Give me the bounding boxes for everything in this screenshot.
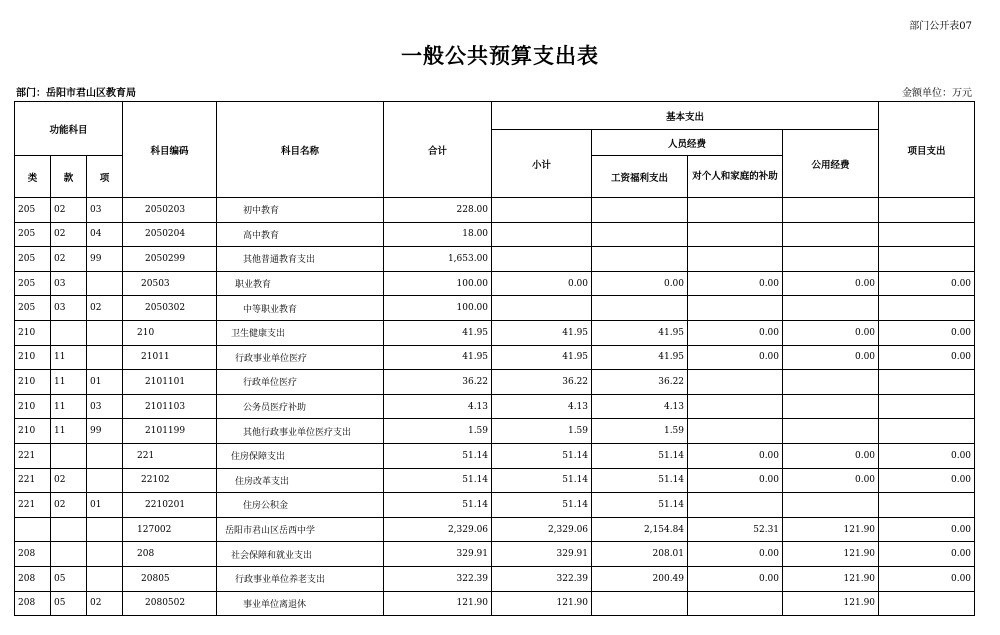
cell-kuan xyxy=(51,542,87,567)
cell-subtotal: 51.14 xyxy=(492,493,592,518)
cell-total: 51.14 xyxy=(384,493,492,518)
table-row xyxy=(15,542,975,567)
header-xiang: 项 xyxy=(87,156,123,198)
cell-project xyxy=(879,222,975,247)
table-row xyxy=(15,247,975,272)
cell-lei: 221 xyxy=(15,443,51,468)
table-body xyxy=(15,198,975,616)
cell-code: 221 xyxy=(123,443,217,468)
cell-kuan: 05 xyxy=(51,591,87,616)
cell-name: 行政单位医疗 xyxy=(217,370,384,395)
cell-salary: 51.14 xyxy=(592,493,688,518)
cell-public: 121.90 xyxy=(783,542,879,567)
cell-kuan: 05 xyxy=(51,566,87,591)
cell-public: 121.90 xyxy=(783,566,879,591)
cell-xiang xyxy=(87,320,123,345)
cell-salary: 4.13 xyxy=(592,394,688,419)
cell-code: 22102 xyxy=(123,468,217,493)
cell-lei: 221 xyxy=(15,468,51,493)
header-kuan: 款 xyxy=(51,156,87,198)
header-project: 项目支出 xyxy=(879,102,975,198)
table-row xyxy=(15,198,975,223)
cell-lei: 205 xyxy=(15,296,51,321)
cell-salary: 41.95 xyxy=(592,320,688,345)
cell-project xyxy=(879,296,975,321)
cell-subtotal xyxy=(492,247,592,272)
cell-public xyxy=(783,370,879,395)
form-number: 部门公开表07 xyxy=(909,21,972,32)
cell-project: 0.00 xyxy=(879,566,975,591)
cell-public xyxy=(783,247,879,272)
table-row xyxy=(15,320,975,345)
cell-code: 208 xyxy=(123,542,217,567)
cell-xiang: 02 xyxy=(87,591,123,616)
table-row xyxy=(15,566,975,591)
cell-code: 2050204 xyxy=(123,222,217,247)
header-basic: 基本支出 xyxy=(492,102,879,130)
cell-subtotal: 2,329.06 xyxy=(492,517,592,542)
header-lei: 类 xyxy=(15,156,51,198)
cell-total: 228.00 xyxy=(384,198,492,223)
cell-kuan: 03 xyxy=(51,296,87,321)
table-row xyxy=(15,468,975,493)
cell-subtotal xyxy=(492,222,592,247)
cell-lei: 221 xyxy=(15,493,51,518)
department-label: 部门：岳阳市君山区教育局 xyxy=(16,88,136,99)
header-family: 对个人和家庭的补助 xyxy=(688,156,783,198)
cell-lei: 208 xyxy=(15,566,51,591)
cell-public xyxy=(783,493,879,518)
cell-family: 0.00 xyxy=(688,271,783,296)
cell-total: 41.95 xyxy=(384,345,492,370)
cell-kuan: 11 xyxy=(51,419,87,444)
cell-salary xyxy=(592,222,688,247)
cell-xiang xyxy=(87,271,123,296)
cell-kuan: 02 xyxy=(51,468,87,493)
cell-salary xyxy=(592,247,688,272)
cell-subtotal: 36.22 xyxy=(492,370,592,395)
cell-name: 初中教育 xyxy=(217,198,384,223)
table-row xyxy=(15,443,975,468)
cell-total: 51.14 xyxy=(384,443,492,468)
cell-subtotal: 322.39 xyxy=(492,566,592,591)
cell-code: 2080502 xyxy=(123,591,217,616)
cell-family xyxy=(688,419,783,444)
cell-name: 卫生健康支出 xyxy=(217,320,384,345)
cell-project: 0.00 xyxy=(879,468,975,493)
cell-xiang xyxy=(87,468,123,493)
cell-total: 100.00 xyxy=(384,296,492,321)
cell-code: 2101101 xyxy=(123,370,217,395)
cell-subtotal: 41.95 xyxy=(492,320,592,345)
cell-kuan xyxy=(51,517,87,542)
cell-xiang xyxy=(87,443,123,468)
header-salary: 工资福利支出 xyxy=(592,156,688,198)
cell-xiang: 99 xyxy=(87,247,123,272)
cell-code: 2050302 xyxy=(123,296,217,321)
cell-code: 2050203 xyxy=(123,198,217,223)
cell-total: 2,329.06 xyxy=(384,517,492,542)
cell-xiang: 04 xyxy=(87,222,123,247)
cell-project xyxy=(879,493,975,518)
cell-kuan: 02 xyxy=(51,493,87,518)
cell-kuan: 11 xyxy=(51,345,87,370)
cell-public: 121.90 xyxy=(783,591,879,616)
cell-xiang: 01 xyxy=(87,493,123,518)
header-subtotal: 小计 xyxy=(492,130,592,198)
cell-project xyxy=(879,394,975,419)
cell-family: 0.00 xyxy=(688,345,783,370)
header-code: 科目编码 xyxy=(123,102,217,198)
cell-salary: 51.14 xyxy=(592,443,688,468)
cell-xiang: 03 xyxy=(87,394,123,419)
cell-lei: 210 xyxy=(15,394,51,419)
cell-salary xyxy=(592,198,688,223)
cell-project: 0.00 xyxy=(879,443,975,468)
cell-project xyxy=(879,370,975,395)
cell-public xyxy=(783,296,879,321)
cell-subtotal: 0.00 xyxy=(492,271,592,296)
cell-lei: 210 xyxy=(15,345,51,370)
cell-family: 0.00 xyxy=(688,566,783,591)
cell-family xyxy=(688,493,783,518)
cell-salary: 2,154.84 xyxy=(592,517,688,542)
cell-total: 36.22 xyxy=(384,370,492,395)
cell-kuan: 11 xyxy=(51,370,87,395)
cell-lei: 205 xyxy=(15,247,51,272)
cell-subtotal: 121.90 xyxy=(492,591,592,616)
table-row xyxy=(15,419,975,444)
cell-public xyxy=(783,198,879,223)
cell-kuan: 02 xyxy=(51,222,87,247)
cell-salary xyxy=(592,591,688,616)
cell-name: 住房公积金 xyxy=(217,493,384,518)
cell-xiang xyxy=(87,542,123,567)
header-personnel: 人员经费 xyxy=(592,130,783,156)
cell-kuan: 02 xyxy=(51,198,87,223)
cell-name: 社会保障和就业支出 xyxy=(217,542,384,567)
cell-total: 322.39 xyxy=(384,566,492,591)
cell-total: 329.91 xyxy=(384,542,492,567)
cell-lei: 208 xyxy=(15,542,51,567)
cell-code: 127002 xyxy=(123,517,217,542)
cell-subtotal xyxy=(492,198,592,223)
cell-xiang xyxy=(87,517,123,542)
cell-name: 中等职业教育 xyxy=(217,296,384,321)
header-total: 合计 xyxy=(384,102,492,198)
cell-public xyxy=(783,419,879,444)
cell-public: 0.00 xyxy=(783,468,879,493)
cell-xiang xyxy=(87,345,123,370)
cell-subtotal: 51.14 xyxy=(492,468,592,493)
cell-total: 51.14 xyxy=(384,468,492,493)
cell-salary: 41.95 xyxy=(592,345,688,370)
amount-unit-label: 金额单位：万元 xyxy=(902,88,972,99)
cell-lei: 205 xyxy=(15,222,51,247)
cell-salary: 36.22 xyxy=(592,370,688,395)
table-row xyxy=(15,394,975,419)
cell-code: 2101199 xyxy=(123,419,217,444)
cell-kuan: 11 xyxy=(51,394,87,419)
cell-family xyxy=(688,370,783,395)
cell-name: 事业单位离退休 xyxy=(217,591,384,616)
cell-family xyxy=(688,247,783,272)
cell-total: 18.00 xyxy=(384,222,492,247)
cell-salary: 208.01 xyxy=(592,542,688,567)
cell-name: 住房保障支出 xyxy=(217,443,384,468)
table-row xyxy=(15,493,975,518)
cell-xiang: 03 xyxy=(87,198,123,223)
table-row xyxy=(15,271,975,296)
header-public: 公用经费 xyxy=(783,130,879,198)
table-row xyxy=(15,345,975,370)
cell-salary: 200.49 xyxy=(592,566,688,591)
cell-lei xyxy=(15,517,51,542)
cell-total: 100.00 xyxy=(384,271,492,296)
table-row xyxy=(15,591,975,616)
cell-project: 0.00 xyxy=(879,542,975,567)
cell-code: 20503 xyxy=(123,271,217,296)
cell-name: 岳阳市君山区岳西中学 xyxy=(217,517,384,542)
cell-name: 其他普通教育支出 xyxy=(217,247,384,272)
cell-lei: 210 xyxy=(15,320,51,345)
cell-subtotal: 1.59 xyxy=(492,419,592,444)
cell-project xyxy=(879,247,975,272)
cell-family: 0.00 xyxy=(688,443,783,468)
cell-subtotal: 4.13 xyxy=(492,394,592,419)
cell-subtotal: 329.91 xyxy=(492,542,592,567)
cell-family xyxy=(688,591,783,616)
cell-lei: 208 xyxy=(15,591,51,616)
cell-total: 1.59 xyxy=(384,419,492,444)
cell-name: 住房改革支出 xyxy=(217,468,384,493)
cell-lei: 210 xyxy=(15,370,51,395)
cell-name: 行政事业单位医疗 xyxy=(217,345,384,370)
cell-kuan xyxy=(51,320,87,345)
cell-code: 21011 xyxy=(123,345,217,370)
cell-salary xyxy=(592,296,688,321)
cell-project: 0.00 xyxy=(879,320,975,345)
table-row xyxy=(15,296,975,321)
cell-family: 0.00 xyxy=(688,320,783,345)
cell-project: 0.00 xyxy=(879,517,975,542)
cell-code: 2101103 xyxy=(123,394,217,419)
cell-name: 公务员医疗补助 xyxy=(217,394,384,419)
cell-code: 2050299 xyxy=(123,247,217,272)
cell-family xyxy=(688,394,783,419)
cell-kuan: 02 xyxy=(51,247,87,272)
cell-name: 行政事业单位养老支出 xyxy=(217,566,384,591)
cell-xiang: 01 xyxy=(87,370,123,395)
cell-xiang: 02 xyxy=(87,296,123,321)
cell-name: 职业教育 xyxy=(217,271,384,296)
cell-public: 0.00 xyxy=(783,345,879,370)
cell-name: 其他行政事业单位医疗支出 xyxy=(217,419,384,444)
cell-salary: 1.59 xyxy=(592,419,688,444)
cell-family xyxy=(688,222,783,247)
cell-public: 0.00 xyxy=(783,320,879,345)
cell-subtotal: 41.95 xyxy=(492,345,592,370)
cell-total: 1,653.00 xyxy=(384,247,492,272)
table-row xyxy=(15,517,975,542)
cell-family: 0.00 xyxy=(688,542,783,567)
cell-project xyxy=(879,419,975,444)
cell-public xyxy=(783,222,879,247)
cell-xiang: 99 xyxy=(87,419,123,444)
cell-code: 20805 xyxy=(123,566,217,591)
cell-xiang xyxy=(87,566,123,591)
cell-total: 41.95 xyxy=(384,320,492,345)
page-title: 一般公共预算支出表 xyxy=(401,43,599,68)
cell-kuan: 03 xyxy=(51,271,87,296)
cell-family: 52.31 xyxy=(688,517,783,542)
cell-family xyxy=(688,198,783,223)
cell-public: 121.90 xyxy=(783,517,879,542)
cell-total: 4.13 xyxy=(384,394,492,419)
table-row xyxy=(15,370,975,395)
cell-salary: 51.14 xyxy=(592,468,688,493)
cell-project: 0.00 xyxy=(879,271,975,296)
cell-project: 0.00 xyxy=(879,345,975,370)
cell-public xyxy=(783,394,879,419)
cell-public: 0.00 xyxy=(783,271,879,296)
cell-lei: 205 xyxy=(15,271,51,296)
cell-subtotal xyxy=(492,296,592,321)
cell-name: 高中教育 xyxy=(217,222,384,247)
cell-public: 0.00 xyxy=(783,443,879,468)
cell-kuan xyxy=(51,443,87,468)
budget-expenditure-table xyxy=(14,101,975,616)
cell-lei: 205 xyxy=(15,198,51,223)
cell-code: 210 xyxy=(123,320,217,345)
cell-lei: 210 xyxy=(15,419,51,444)
cell-family xyxy=(688,296,783,321)
cell-code: 2210201 xyxy=(123,493,217,518)
header-name: 科目名称 xyxy=(217,102,384,198)
cell-family: 0.00 xyxy=(688,468,783,493)
header-func-subject: 功能科目 xyxy=(15,102,123,156)
cell-salary: 0.00 xyxy=(592,271,688,296)
cell-total: 121.90 xyxy=(384,591,492,616)
table-row xyxy=(15,222,975,247)
cell-project xyxy=(879,198,975,223)
cell-subtotal: 51.14 xyxy=(492,443,592,468)
cell-project xyxy=(879,591,975,616)
